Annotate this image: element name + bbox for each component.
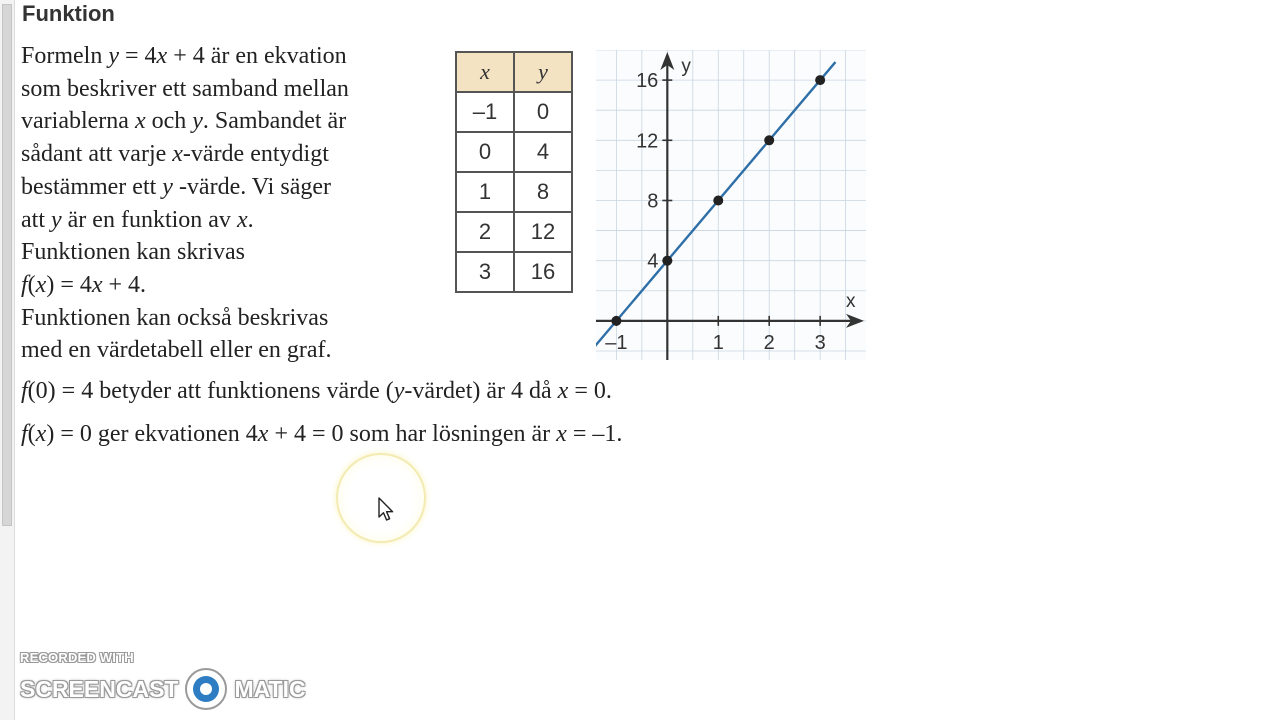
table-header-row bbox=[456, 52, 572, 92]
value-table bbox=[455, 51, 573, 293]
y-axis-label: y bbox=[681, 56, 691, 77]
mouse-pointer-icon bbox=[378, 497, 396, 523]
section-heading: Funktion bbox=[22, 1, 115, 26]
table-header-x: x bbox=[456, 52, 514, 92]
recording-watermark bbox=[20, 650, 306, 711]
y-tick-label: 16 bbox=[636, 70, 659, 93]
table-cell: 0 bbox=[456, 132, 514, 172]
text-line: Formeln y = 4x + 4 är en ekvation bbox=[21, 43, 347, 69]
text-line: bestämmer ett y -värde. Vi säger bbox=[21, 173, 331, 200]
watermark-word-right: MATIC bbox=[234, 675, 306, 702]
y-tick-label: 4 bbox=[647, 250, 659, 273]
data-point bbox=[662, 256, 672, 266]
text-line: f(x) = 4x + 4. bbox=[21, 271, 147, 298]
table-cell: 1 bbox=[456, 172, 514, 212]
equation-line: f(x) = 0 ger ekvationen 4x + 4 = 0 som har lösningen är x = –1. bbox=[21, 421, 623, 447]
x-tick-label: 2 bbox=[763, 331, 775, 354]
table-cell: 4 bbox=[514, 132, 572, 172]
table-row bbox=[456, 172, 572, 212]
text-line: med en värdetabell eller en graf. bbox=[21, 337, 332, 364]
x-tick-label: 3 bbox=[814, 331, 826, 354]
data-point bbox=[611, 316, 621, 326]
table-cell: 3 bbox=[456, 252, 514, 292]
text-line: Funktionen kan skrivas bbox=[21, 239, 245, 266]
left-scrollbar[interactable] bbox=[0, 0, 15, 720]
table-row bbox=[456, 212, 572, 252]
table-cell: –1 bbox=[456, 92, 514, 132]
watermark-word-left: SCREENCAST bbox=[20, 675, 179, 702]
table-cell: 8 bbox=[514, 172, 572, 212]
text-line: att y är en funktion av x. bbox=[21, 206, 254, 233]
function-value-line: f(0) = 4 betyder att funktionens värde (y-värdet) är 4 då x = 0. bbox=[21, 378, 612, 404]
intro-paragraph bbox=[21, 40, 441, 367]
table-row bbox=[456, 92, 572, 132]
table-row bbox=[456, 132, 572, 172]
x-axis-label: x bbox=[846, 290, 856, 312]
table-cell: 16 bbox=[514, 252, 572, 292]
graph-background bbox=[596, 50, 866, 360]
table-header-y: y bbox=[514, 52, 572, 92]
watermark-caption: RECORDED WITH bbox=[20, 650, 134, 665]
text-line: variablerna x och y. Sambandet är bbox=[21, 108, 347, 135]
screencast-logo-icon bbox=[184, 667, 228, 711]
x-tick-label: –1 bbox=[605, 331, 628, 354]
table-row bbox=[456, 252, 572, 292]
table-cell: 12 bbox=[514, 212, 572, 252]
text-line: sådant att varje x-värde entydigt bbox=[21, 141, 329, 168]
x-tick-label: 1 bbox=[712, 331, 724, 354]
table-cell: 2 bbox=[456, 212, 514, 252]
y-tick-label: 8 bbox=[647, 190, 659, 213]
y-tick-label: 12 bbox=[636, 130, 659, 153]
function-graph bbox=[596, 50, 866, 360]
text-line: Funktionen kan också beskrivas bbox=[21, 304, 329, 331]
data-point bbox=[815, 75, 825, 85]
text-line: som beskriver ett samband mellan bbox=[21, 75, 349, 102]
data-point bbox=[764, 135, 774, 145]
scrollbar-track[interactable] bbox=[2, 4, 12, 526]
data-point bbox=[713, 195, 723, 205]
table-cell: 0 bbox=[514, 92, 572, 132]
